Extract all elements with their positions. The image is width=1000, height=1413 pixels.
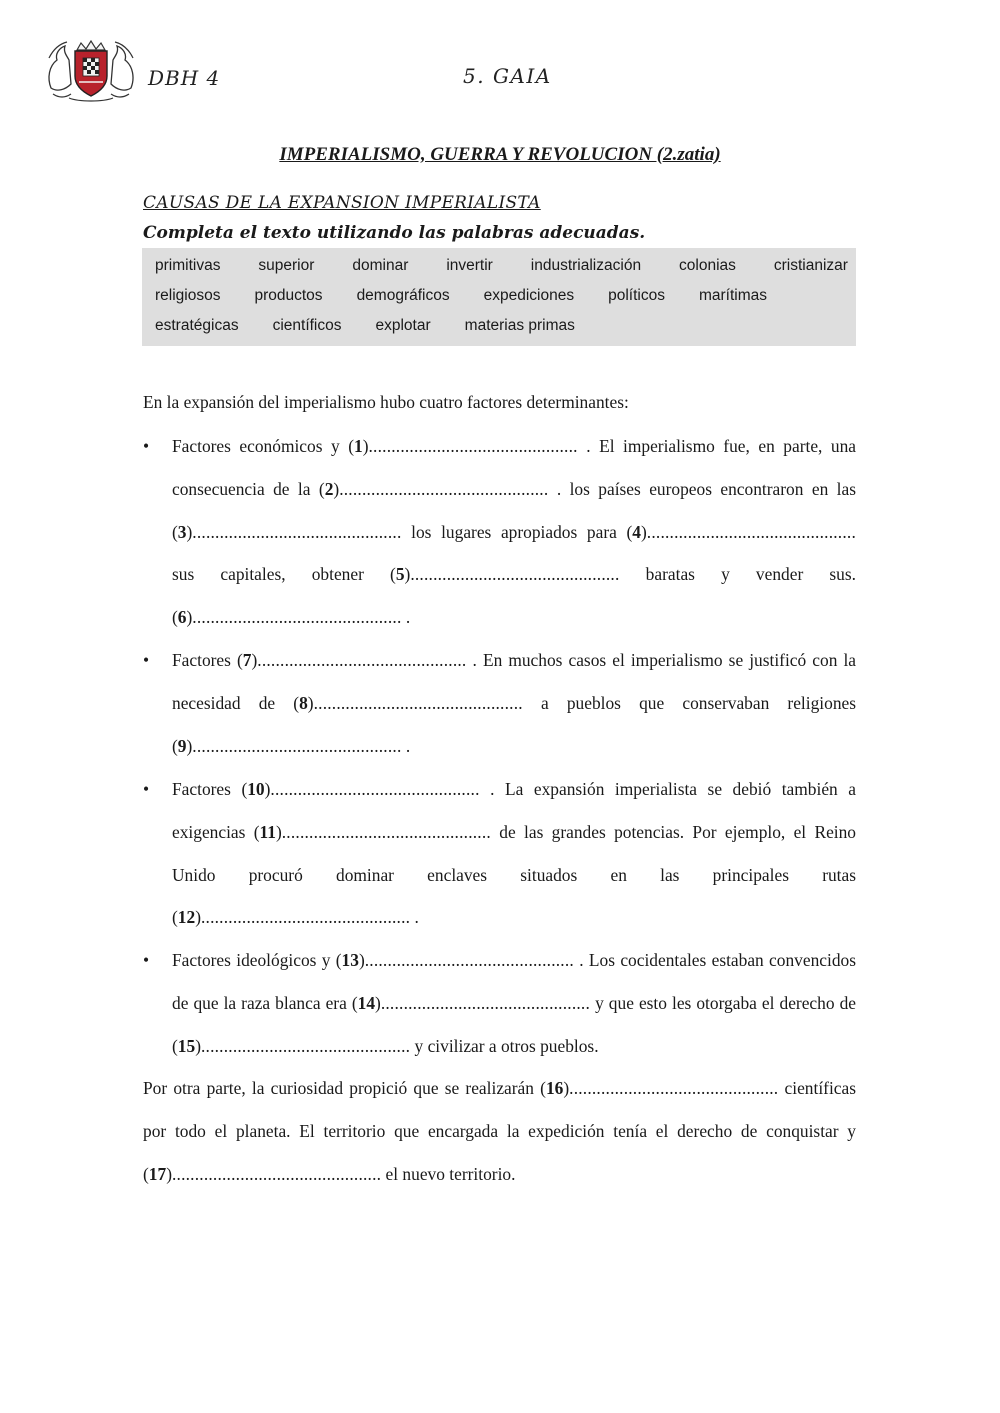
word-bank-word[interactable]: demográficos	[356, 287, 450, 304]
bullet-icon: •	[143, 650, 150, 670]
word-bank-word[interactable]: industrialización	[530, 257, 642, 274]
list-item-text: Factores (10).............................................. . La expansión imperialista se debió también a exigencias (11).............................................. de las grandes potencias. Por ejemplo, el Reino Unido procuró dominar enclaves situados en las principales rutas (12).............................................. .	[172, 779, 857, 928]
course-label: DBH 4	[148, 66, 221, 90]
blank-number: 14	[357, 992, 376, 1013]
blank-number: 1	[354, 436, 363, 456]
word-bank-word[interactable]: políticos	[608, 287, 665, 304]
word-bank-word[interactable]: científicos	[272, 317, 342, 334]
word-bank	[142, 248, 856, 346]
answer-blank[interactable]: ..............................................	[368, 436, 578, 456]
word-bank-row	[155, 287, 848, 305]
bullet-icon: •	[143, 779, 150, 799]
answer-blank[interactable]: ..............................................	[646, 521, 856, 542]
blank-number: 16	[545, 1078, 564, 1098]
blank-number: 5	[395, 564, 405, 585]
answer-blank[interactable]: ..............................................	[192, 521, 402, 542]
answer-blank[interactable]: ..............................................	[410, 564, 620, 585]
answer-blank[interactable]: ..............................................	[569, 1078, 779, 1098]
blank-number: 6	[177, 607, 187, 628]
list-item	[143, 425, 856, 639]
word-bank-word[interactable]: colonias	[679, 257, 736, 274]
blank-number: 3	[177, 521, 187, 542]
page-header	[45, 38, 955, 108]
bullet-icon: •	[143, 436, 150, 456]
blank-number: 9	[177, 735, 187, 756]
answer-blank[interactable]: ..............................................	[171, 1163, 382, 1184]
answer-blank[interactable]: ..............................................	[192, 607, 402, 628]
list-item	[143, 768, 856, 939]
answer-blank[interactable]: ..............................................	[364, 950, 574, 970]
intro-text: En la expansión del imperialismo hubo cuatro factores determinantes:	[143, 392, 629, 412]
page-title: IMPERIALISMO, GUERRA Y REVOLUCION (2.zatia)	[279, 144, 721, 165]
answer-blank[interactable]: ..............................................	[339, 478, 549, 499]
school-crest-icon	[45, 38, 137, 102]
answer-blank[interactable]: ..............................................	[257, 650, 467, 670]
answer-blank[interactable]: ..............................................	[313, 692, 523, 713]
answer-blank[interactable]: ..............................................	[281, 821, 491, 842]
list-item	[143, 939, 856, 1067]
blank-number: 2	[324, 478, 334, 499]
word-bank-row	[155, 257, 848, 275]
list-item-text: Factores económicos y (1).............................................. . El imperialismo fue, en parte, una consecuencia de la (2).............................................. . los países europeos encontraron en las (3).............................................. los lugares apropiados para (4).............................................. sus capitales, obtener (5).............................................. baratas y vender sus. (6).............................................. .	[172, 436, 857, 628]
blank-number: 7	[242, 650, 252, 670]
word-bank-word[interactable]: superior	[258, 257, 315, 274]
bullet-icon: •	[143, 950, 150, 970]
section-subtitle: CAUSAS DE LA EXPANSION IMPERIALISTA	[143, 193, 541, 213]
word-bank-word[interactable]: religiosos	[155, 287, 221, 304]
blank-number: 13	[341, 950, 359, 970]
answer-blank[interactable]: ..............................................	[270, 779, 480, 799]
list-item	[143, 639, 856, 767]
unit-label: 5. GAIA	[463, 64, 552, 88]
blank-number: 12	[177, 907, 196, 928]
word-bank-word[interactable]: invertir	[446, 257, 493, 274]
word-bank-row	[155, 317, 848, 335]
answer-blank[interactable]: ..............................................	[200, 907, 411, 928]
blank-number: 17	[148, 1163, 167, 1184]
answer-blank[interactable]: ..............................................	[200, 1035, 411, 1056]
word-bank-word[interactable]: expediciones	[483, 287, 575, 304]
word-bank-word[interactable]: cristianizar	[773, 257, 848, 274]
word-bank-word[interactable]: productos	[254, 287, 323, 304]
word-bank-word[interactable]: dominar	[352, 257, 409, 274]
blank-number: 11	[259, 821, 276, 842]
closing-paragraph: Por otra parte, la curiosidad propició que se realizarán (16).............................................. científicas por todo el planeta. El territorio que encargada la expedición tenía el derecho de conquistar y (17).............................................. el nuevo territorio.	[143, 1078, 856, 1184]
blank-number: 10	[247, 779, 265, 799]
list-item-text: Factores (7).............................................. . En muchos casos el imperialismo se justificó con la necesidad de (8).............................................. a pueblos que conservaban religiones (9).............................................. .	[172, 650, 857, 756]
word-bank-word[interactable]: explotar	[375, 317, 431, 334]
word-bank-word[interactable]: estratégicas	[155, 317, 239, 334]
word-bank-word[interactable]: primitivas	[155, 257, 221, 274]
blank-number: 15	[177, 1035, 196, 1056]
answer-blank[interactable]: ..............................................	[380, 992, 591, 1013]
instruction-text: Completa el texto utilizando las palabras adecuadas.	[143, 223, 646, 243]
answer-blank[interactable]: ..............................................	[192, 735, 402, 756]
word-bank-word[interactable]: materias primas	[464, 317, 575, 334]
blank-number: 8	[299, 692, 308, 713]
blank-number: 4	[632, 521, 641, 542]
list-item-text: Factores ideológicos y (13).............................................. . Los cocidentales estaban convencidos de que la raza blanca era (14).............................................. y que esto les otorgaba el derecho de (15).............................................. y civilizar a otros pueblos.	[172, 950, 856, 1056]
word-bank-word[interactable]: marítimas	[698, 287, 768, 304]
